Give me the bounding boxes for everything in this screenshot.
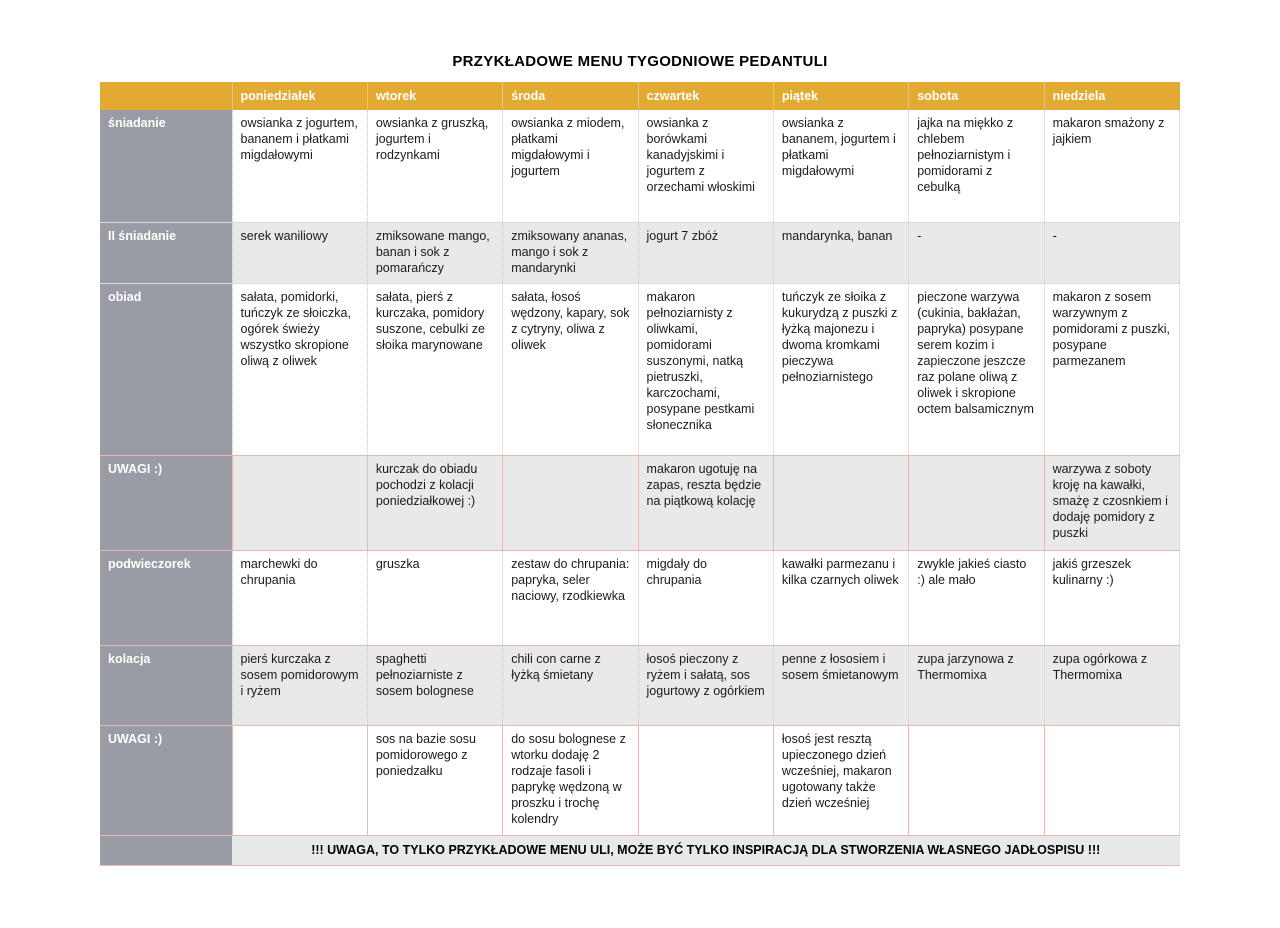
menu-cell: owsianka z bananem, jogurtem i płatkami migdałowymi (773, 110, 908, 222)
menu-cell: pieczone warzywa (cukinia, bakłażan, papryka) posypane serem kozim i zapieczone jeszcze raz polane oliwą z oliwek i skropione octem balsamicznym (909, 283, 1044, 455)
menu-cell: mandarynka, banan (773, 222, 908, 283)
menu-row (100, 110, 1180, 222)
menu-cell: jogurt 7 zbóż (638, 222, 773, 283)
table-body (100, 110, 1180, 865)
page-title: PRZYKŁADOWE MENU TYGODNIOWE PEDANTULI (452, 53, 828, 70)
menu-row (100, 283, 1180, 455)
menu-cell: owsianka z borówkami kanadyjskimi i jogurtem z orzechami włoskimi (638, 110, 773, 222)
corner-cell (100, 82, 232, 110)
menu-cell: makaron ugotuję na zapas, reszta będzie na piątkową kolację (638, 455, 773, 550)
menu-cell: jakiś grzeszek kulinarny :) (1044, 550, 1179, 645)
menu-cell: spaghetti pełnoziarniste z sosem bolognese (367, 645, 502, 725)
footer-label-cell (100, 835, 232, 865)
menu-cell: gruszka (367, 550, 502, 645)
menu-row (100, 222, 1180, 283)
menu-cell: owsianka z miodem, płatkami migdałowymi i jogurtem (503, 110, 638, 222)
menu-row (100, 455, 1180, 550)
menu-cell: makaron smażony z jajkiem (1044, 110, 1179, 222)
menu-cell: makaron z sosem warzywnym z pomidorami z puszki, posypane parmezanem (1044, 283, 1179, 455)
day-header: niedziela (1044, 82, 1179, 110)
header-row (100, 82, 1180, 110)
menu-cell (232, 455, 367, 550)
day-header: czwartek (638, 82, 773, 110)
menu-cell: zmiksowany ananas, mango i sok z mandarynki (503, 222, 638, 283)
menu-cell: owsianka z gruszką, jogurtem i rodzynkami (367, 110, 502, 222)
menu-cell: zmiksowane mango, banan i sok z pomarańczy (367, 222, 502, 283)
row-label: UWAGI :) (100, 455, 232, 550)
menu-cell: zwykle jakieś ciasto :) ale mało (909, 550, 1044, 645)
menu-row (100, 550, 1180, 645)
menu-row (100, 645, 1180, 725)
menu-cell: - (909, 222, 1044, 283)
menu-cell (773, 455, 908, 550)
menu-cell: sos na bazie sosu pomidorowego z poniedzałku (367, 725, 502, 835)
menu-cell: tuńczyk ze słoika z kukurydzą z puszki z łyżką majonezu i dwoma kromkami pieczywa pełnoziarnistego (773, 283, 908, 455)
menu-cell: kurczak do obiadu pochodzi z kolacji poniedziałkowej :) (367, 455, 502, 550)
table-head (100, 82, 1180, 110)
menu-cell: serek waniliowy (232, 222, 367, 283)
row-label: kolacja (100, 645, 232, 725)
menu-cell (909, 455, 1044, 550)
day-header: piątek (773, 82, 908, 110)
menu-cell (909, 725, 1044, 835)
menu-cell (1044, 725, 1179, 835)
day-header: wtorek (367, 82, 502, 110)
menu-cell: sałata, pierś z kurczaka, pomidory suszone, cebulki ze słoika marynowane (367, 283, 502, 455)
footer-row (100, 835, 1180, 865)
footer-note: !!! UWAGA, TO TYLKO PRZYKŁADOWE MENU ULI, MOŻE BYĆ TYLKO INSPIRACJĄ DLA STWORZENIA WŁASNEGO JADŁOSPISU !!! (232, 835, 1180, 865)
row-label: obiad (100, 283, 232, 455)
menu-cell: sałata, łosoś wędzony, kapary, sok z cytryny, oliwa z oliwek (503, 283, 638, 455)
row-label: UWAGI :) (100, 725, 232, 835)
day-header: sobota (909, 82, 1044, 110)
day-header: środa (503, 82, 638, 110)
row-label: śniadanie (100, 110, 232, 222)
menu-cell: makaron pełnoziarnisty z oliwkami, pomidorami suszonymi, natką pietruszki, karczochami, posypane pestkami słonecznika (638, 283, 773, 455)
menu-cell: pierś kurczaka z sosem pomidorowym i ryżem (232, 645, 367, 725)
menu-cell: zestaw do chrupania: papryka, seler naciowy, rzodkiewka (503, 550, 638, 645)
row-label: II śniadanie (100, 222, 232, 283)
day-header: poniedziałek (232, 82, 367, 110)
menu-cell: - (1044, 222, 1179, 283)
menu-cell: penne z łososiem i sosem śmietanowym (773, 645, 908, 725)
menu-cell: owsianka z jogurtem, bananem i płatkami migdałowymi (232, 110, 367, 222)
menu-cell (638, 725, 773, 835)
menu-cell: kawałki parmezanu i kilka czarnych oliwek (773, 550, 908, 645)
menu-cell: zupa ogórkowa z Thermomixa (1044, 645, 1179, 725)
menu-cell: do sosu bolognese z wtorku dodaję 2 rodzaje fasoli i paprykę wędzoną w proszku i trochę kolendry (503, 725, 638, 835)
menu-cell: sałata, pomidorki, tuńczyk ze słoiczka, ogórek świeży wszystko skropione oliwą z oliwek (232, 283, 367, 455)
menu-cell: jajka na miękko z chlebem pełnoziarnistym i pomidorami z cebulką (909, 110, 1044, 222)
menu-row (100, 725, 1180, 835)
menu-cell (503, 455, 638, 550)
menu-table (100, 82, 1180, 866)
row-label: podwieczorek (100, 550, 232, 645)
menu-cell (232, 725, 367, 835)
menu-cell: migdały do chrupania (638, 550, 773, 645)
menu-cell: chili con carne z łyżką śmietany (503, 645, 638, 725)
menu-cell: zupa jarzynowa z Thermomixa (909, 645, 1044, 725)
menu-cell: łosoś jest resztą upieczonego dzień wcześniej, makaron ugotowany także dzień wcześniej (773, 725, 908, 835)
menu-cell: warzywa z soboty kroję na kawałki, smażę z czosnkiem i dodaję pomidory z puszki (1044, 455, 1179, 550)
menu-cell: łosoś pieczony z ryżem i sałatą, sos jogurtowy z ogórkiem (638, 645, 773, 725)
menu-cell: marchewki do chrupania (232, 550, 367, 645)
